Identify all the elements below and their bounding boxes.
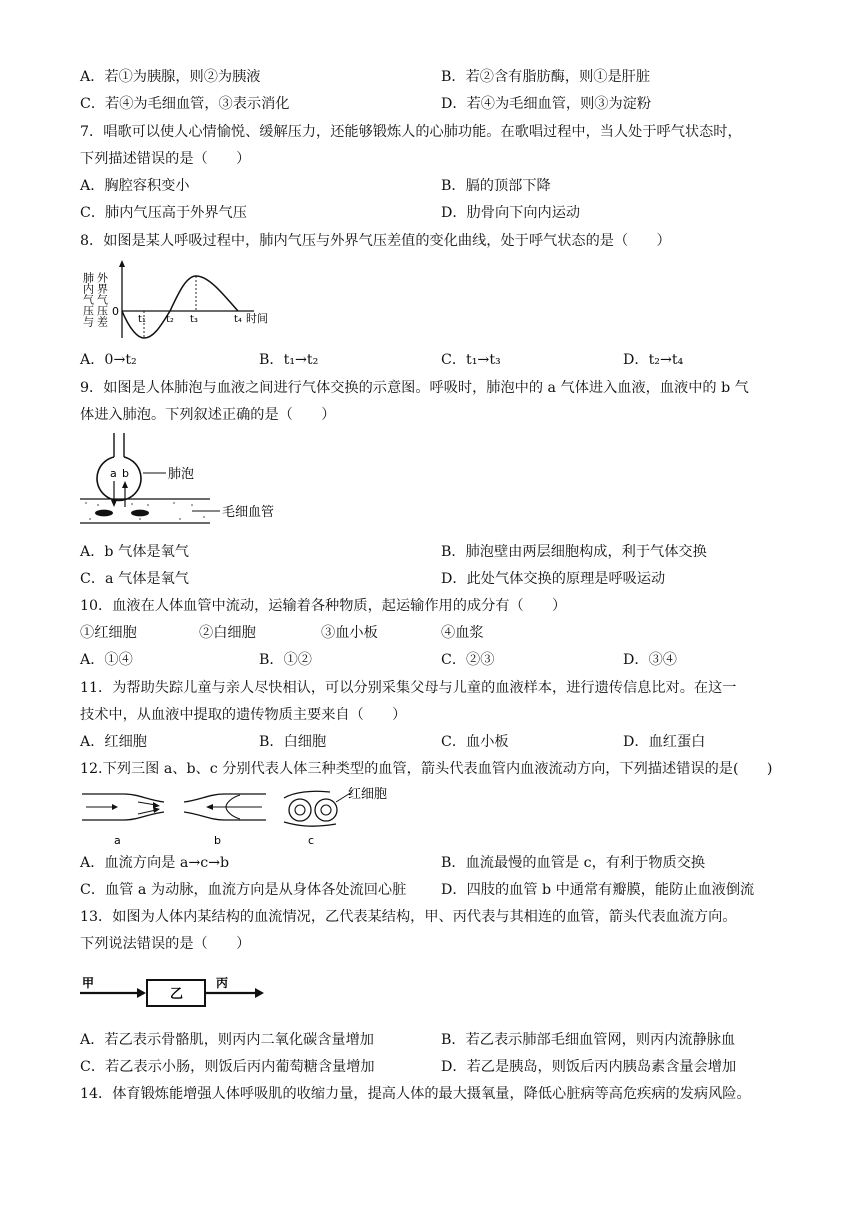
q12-stem: 12.下列三图 a、b、c 分别代表人体三种类型的血管，箭头代表血管内血液流动方向，下列描述错误的是( ) bbox=[80, 761, 773, 777]
q11-option-d: D．血红蛋白 bbox=[623, 734, 706, 750]
q9-option-d: D．此处气体交换的原理是呼吸运动 bbox=[441, 571, 666, 587]
q11-stem-line1: 11．为帮助失踪儿童与亲人尽快相认，可以分别采集父母与儿童的血液样本，进行遗传信息比对。在这一 bbox=[80, 680, 737, 696]
label-b: b bbox=[122, 467, 129, 480]
q8-stem: 8．如图是某人呼吸过程中，肺内气压与外界气压差值的变化曲线，处于呼气状态的是（ ） bbox=[80, 233, 671, 249]
graph-origin-label: 0 bbox=[112, 305, 119, 318]
label-vessel-c: c bbox=[308, 834, 315, 847]
q11-stem-line2: 技术中，从血液中提取的遗传物质主要来自（ ） bbox=[80, 707, 407, 723]
label-bing: 丙 bbox=[216, 976, 229, 990]
red-blood-cell-1 bbox=[95, 510, 113, 517]
q8-option-b: B．t₁→t₂ bbox=[259, 352, 319, 368]
q13-stem-line2: 下列说法错误的是（ ） bbox=[80, 936, 251, 952]
q9-option-a: A．b 气体是氧气 bbox=[80, 544, 189, 560]
graph-y-arrow bbox=[119, 260, 125, 267]
q12-option-c: C．血管 a 为动脉，血流方向是从身体各处流回心脏 bbox=[80, 882, 407, 898]
q9-stem-line1: 9．如图是人体肺泡与血液之间进行气体交换的示意图。呼吸时，肺泡中的 a 气体进入血液，血液中的 b 气 bbox=[80, 380, 749, 396]
q10-item-4: ④血浆 bbox=[441, 625, 484, 641]
graph-curve bbox=[122, 276, 238, 338]
q7-option-b: B．膈的顶部下降 bbox=[441, 178, 551, 194]
q13-option-b: B．若乙表示肺部毛细血管网，则丙内流静脉血 bbox=[441, 1032, 736, 1048]
q12-option-b: B．血流最慢的血管是 c，有利于物质交换 bbox=[441, 855, 706, 871]
q10-stem: 10．血液在人体血管中流动，运输着各种物质，起运输作用的成分有（ ） bbox=[80, 598, 567, 614]
alveolus-wall bbox=[97, 457, 141, 500]
q10-option-d: D．③④ bbox=[623, 652, 677, 668]
q6-option-d: D．若④为毛细血管，则③为淀粉 bbox=[441, 96, 652, 112]
q6-option-c: C．若④为毛细血管，③表示消化 bbox=[80, 96, 290, 112]
q7-stem-line2: 下列描述错误的是（ ） bbox=[80, 151, 251, 167]
q13-option-c: C．若乙表示小肠，则饭后丙内葡萄糖含量增加 bbox=[80, 1059, 375, 1075]
red-blood-cell-2 bbox=[131, 510, 149, 517]
graph-t2-label: t₂ bbox=[166, 314, 174, 325]
q8-option-d: D．t₂→t₄ bbox=[623, 352, 684, 368]
graph-t4-label: t₄ bbox=[234, 314, 242, 325]
vessel-c-capillary bbox=[284, 791, 352, 826]
vessel-b bbox=[184, 794, 266, 820]
q11-option-b: B．白细胞 bbox=[259, 734, 327, 750]
label-a: a bbox=[110, 467, 117, 480]
alveolus-diagram bbox=[80, 433, 275, 529]
q13-option-a: A．若乙表示骨骼肌，则丙内二氧化碳含量增加 bbox=[80, 1032, 374, 1048]
pressure-difference-graph bbox=[78, 258, 298, 340]
q10-option-c: C．②③ bbox=[441, 652, 495, 668]
q6-option-b: B．若②含有脂肪酶，则①是肝脏 bbox=[441, 69, 651, 85]
label-alveolus: 肺泡 bbox=[168, 467, 195, 482]
q11-option-c: C．血小板 bbox=[441, 734, 509, 750]
q12-option-d: D．四肢的血管 b 中通常有瓣膜，能防止血液倒流 bbox=[441, 882, 755, 898]
q9-option-b: B．肺泡壁由两层细胞构成，利于气体交换 bbox=[441, 544, 707, 560]
q14-stem: 14．体育锻炼能增强人体呼吸肌的收缩力量，提高人体的最大摄氧量，降低心脏病等高危疾病的发病风险。 bbox=[80, 1086, 751, 1102]
label-red-blood-cell: 红细胞 bbox=[348, 787, 388, 802]
label-jia: 甲 bbox=[82, 976, 95, 990]
q10-item-1: ①红细胞 bbox=[80, 625, 137, 641]
blood-vessel-diagram bbox=[80, 784, 420, 848]
q7-stem-line1: 7．唱歌可以使人心情愉悦、缓解压力，还能够锻炼人的心肺功能。在歌唱过程中，当人处于呼气状态时， bbox=[80, 124, 742, 140]
q7-option-c: C．肺内气压高于外界气压 bbox=[80, 205, 247, 221]
q13-stem-line1: 13．如图为人体内某结构的血流情况，乙代表某结构，甲、丙代表与其相连的血管，箭头代表血流方向。 bbox=[80, 909, 737, 925]
label-yi: 乙 bbox=[170, 987, 184, 1002]
label-capillary: 毛细血管 bbox=[222, 505, 275, 520]
q10-option-a: A．①④ bbox=[80, 652, 133, 668]
q7-option-a: A．胸腔容积变小 bbox=[80, 178, 190, 194]
q10-item-3: ③血小板 bbox=[321, 625, 378, 641]
arrow-b-head bbox=[122, 481, 128, 488]
graph-t3-label: t₃ bbox=[190, 314, 198, 325]
q8-option-c: C．t₁→t₃ bbox=[441, 352, 501, 368]
q7-option-d: D．肋骨向下向内运动 bbox=[441, 205, 581, 221]
graph-ylabel-line1: 肺内气压与 bbox=[81, 272, 95, 327]
q8-option-a: A．0→t₂ bbox=[80, 352, 137, 368]
q6-option-a: A．若①为胰腺，则②为胰液 bbox=[80, 69, 261, 85]
vessel-jia-arrow bbox=[137, 988, 146, 998]
label-vessel-a: a bbox=[114, 834, 121, 847]
vessel-bing-arrow bbox=[255, 988, 264, 998]
q10-option-b: B．①② bbox=[259, 652, 312, 668]
vessel-a bbox=[82, 794, 164, 820]
blood-flow-structure-diagram bbox=[80, 972, 266, 1012]
graph-xlabel: 时间 bbox=[246, 312, 268, 325]
label-vessel-b: b bbox=[214, 834, 221, 847]
q9-stem-line2: 体进入肺泡。下列叙述正确的是（ ） bbox=[80, 407, 336, 423]
graph-t1-label: t₁ bbox=[138, 314, 146, 325]
graph-ylabel-line2: 外界气压差 bbox=[95, 272, 109, 327]
q10-item-2: ②白细胞 bbox=[199, 625, 256, 641]
q11-option-a: A．红细胞 bbox=[80, 734, 147, 750]
q13-option-d: D．若乙是胰岛，则饭后丙内胰岛素含量会增加 bbox=[441, 1059, 737, 1075]
q9-option-c: C．a 气体是氧气 bbox=[80, 571, 189, 587]
q12-option-a: A．血流方向是 a→c→b bbox=[80, 855, 230, 871]
arrow-a-head bbox=[111, 500, 117, 507]
